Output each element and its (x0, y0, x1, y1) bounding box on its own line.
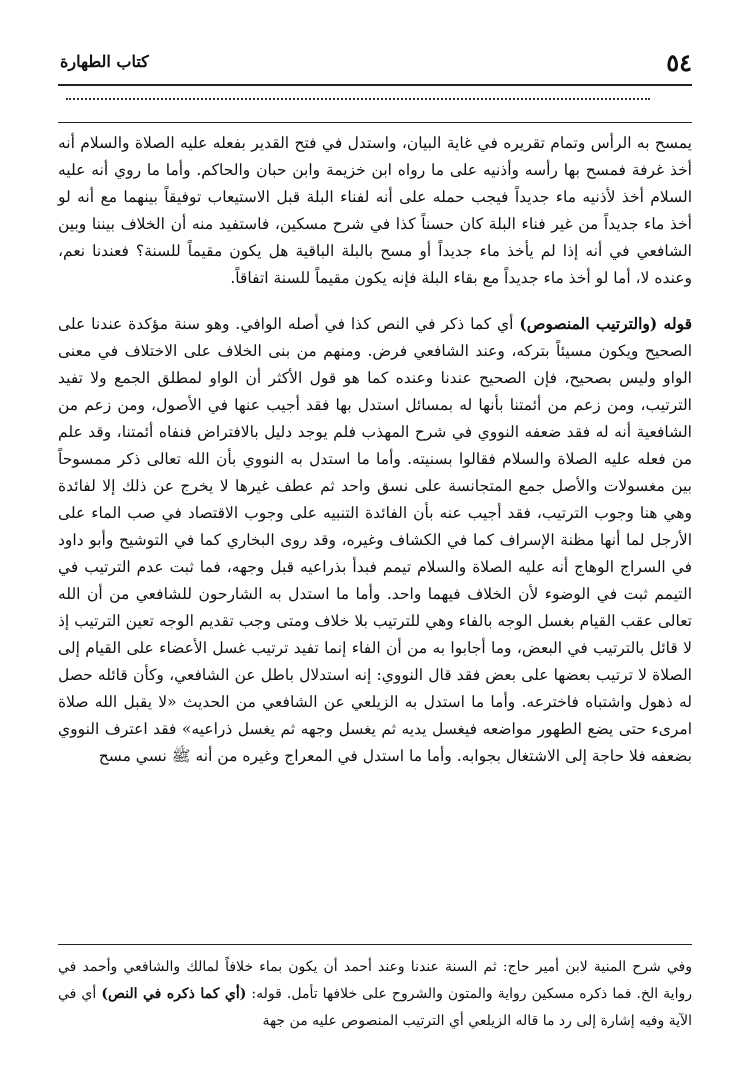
paragraph-2-keyword: قوله (والترتيب المنصوص) (519, 314, 692, 333)
book-title: كتاب الطهارة (60, 52, 149, 71)
paragraph-2-text: أي كما ذكر في النص كذا في أصله الوافي. وهو سنة مؤكدة عندنا على الصحيح ويكون مسيئاً بتركه، وعند الشافعي فرض. ومنهم من بنى الخلاف على الاختلاف في معنى الواو وليس بصحيح، فإن الصحيح عندنا وعنده كما هو قول الأكثر أن الواو لمطلق الجمع ولا تفيد الترتيب، ومن زعم من أئمتنا بأنها له بمسائل استدل بها فقد أجيب عنها في الأصول، ومن زعم من الشافعية أنه له فقد ضعفه النووي في شرح المهذب فلم يوجد دليل بالافتراض فنفاه أئمتنا، وقد علم من فعله عليه الصلاة والسلام فقالوا بسنيته. وأما ما استدل به النووي بأن الله تعالى ذكر ممسوحاً بين مغسولات والأصل جمع المتجانسة على نسق واحد ثم عطف غيرها لا يخرج عن ذلك إلا لفائدة وهي هنا وجوب الترتيب، فقد أجيب عنه بأن الفائدة التنبيه على وجوب الاقتصاد في صب الماء على الأرجل لما أنها مظنة الإسراف كما في الكشاف وغيره، وقد روى البخاري كما في التوشيح وأبو داود في السراج الوهاج أنه عليه الصلاة والسلام تيمم فبدأ بذراعيه قبل وجهه، فما ثبت عدم الترتيب في التيمم ثبت في الوضوء لأن الخلاف فيهما واحد. وأما ما استدل به الشارحون للشافعي من أن الله تعالى عقب القيام بغسل الوجه بالفاء وهي للترتيب بلا خلاف ومتى وجب تقديم الوجه تعين الترتيب إذ لا قائل بالترتيب في البعض، وما أجابوا به من أن الفاء إنما تفيد ترتيب غسل الأعضاء على القيام إلى الصلاة لا ترتيب بعضها على بعض فقد قال النووي: إنه استدلال باطل عن الشافعي، وكأن قائله حصل له ذهول واشتباه فاخترعه. وأما ما استدل به الزيلعي عن الشافعي من الحديث «لا يقبل الله صلاة امرىء حتى يضع الطهور مواضعه فيغسل يديه ثم يغسل وجهه ثم يغسل ذراعيه» فقد اعترف النووي بضعفه فلا حاجة إلى الاشتغال بجوابه. وأما ما استدل في المعراج وغيره من أنه ﷺ نسي مسح (58, 315, 693, 765)
paragraph-2 (58, 310, 692, 770)
footnote-paragraph (58, 954, 692, 1035)
footnote-text-before: وفي شرح المنية لابن أمير حاج: ثم السنة عندنا وعند أحمد أن يكون بماء خلافاً لمالك والشافعي وأحمد في رواية الخ. فما ذكره مسكين رواية والمتون والشروح على خلافها تأمل. قوله: (58, 959, 692, 1002)
header-rule (58, 84, 692, 86)
main-text (58, 130, 692, 770)
footnote (58, 954, 692, 1035)
footnote-rule (58, 944, 692, 945)
page-number: ٥٤ (666, 48, 692, 77)
footnote-keyword: (أي كما ذكره في النص) (101, 986, 247, 1002)
footnote-text-after: أي في الآية وفيه إشارة إلى رد ما قاله الزيلعي أي الترتيب المنصوص عليه من جهة (58, 986, 692, 1029)
page-header (60, 48, 692, 84)
body-top-rule (58, 122, 692, 123)
dotted-separator (66, 98, 650, 100)
paragraph-1: يمسح به الرأس وتمام تقريره في غاية البيان، واستدل في فتح القدير بفعله عليه الصلاة والسلام أنه أخذ غرفة فمسح بها رأسه وأذنيه على ما رواه ابن خزيمة وابن حبان والحاكم. وأما ما روي أنه عليه السلام أخذ لأذنيه ماء جديداً فيجب حمله على أنه لفناء البلة قبل الاستيعاب توفيقاً بينهما مع أنه لو أخذ ماء جديداً من غير فناء البلة كان حسناً كذا في شرح مسكين، فاستفيد منه أن الخلاف بيننا وبين الشافعي في أنه إذا لم يأخذ ماء جديداً أو مسح بالبلة الباقية هل يكون مقيماً للسنة؟ فعندنا نعم، وعنده لا، أما لو أخذ ماء جديداً مع بقاء البلة فإنه يكون مقيماً للسنة اتفاقاً. (58, 134, 692, 287)
